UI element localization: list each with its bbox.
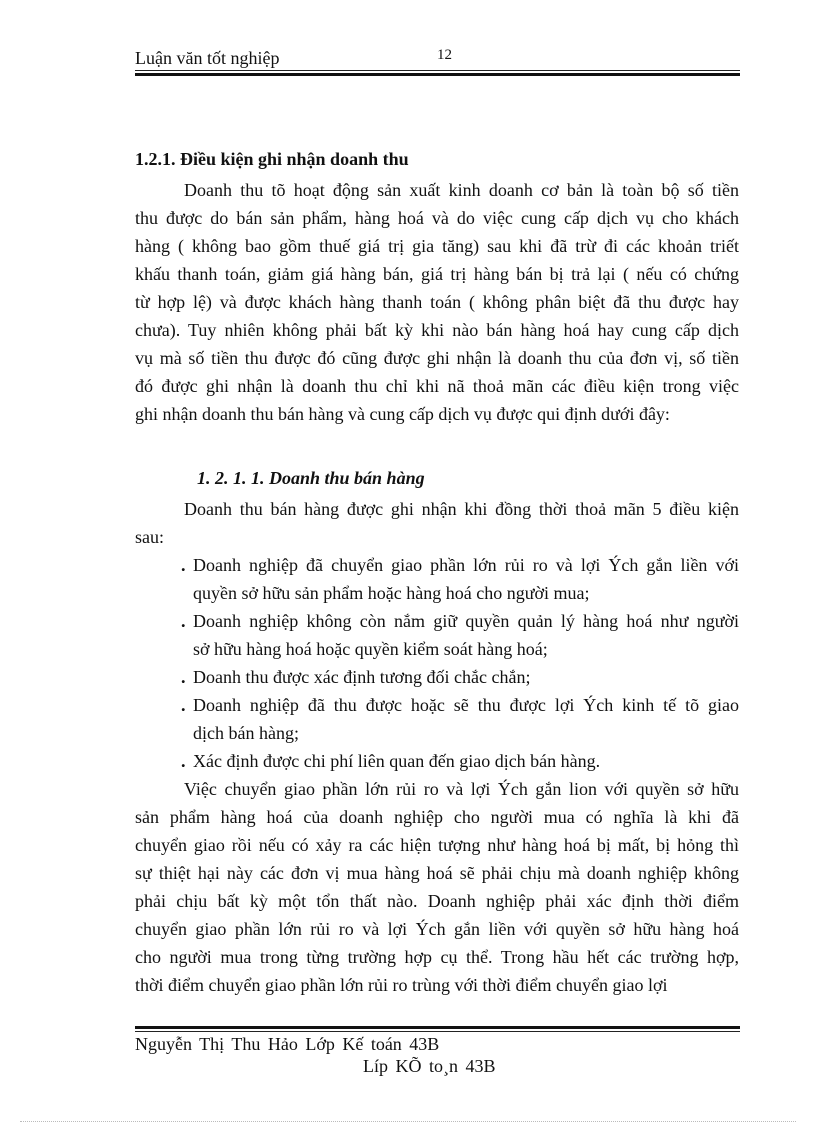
header-title: Luận văn tốt nghiệp (135, 48, 280, 68)
footer-rule-thick (135, 1026, 740, 1029)
paragraph-line: vụ mà số tiền thu được đó cũng được ghi nhận là doanh thu của đơn vị, số tiền (135, 348, 739, 368)
page-edge-divider (20, 1121, 796, 1122)
subsection-heading: 1. 2. 1. 1. Doanh thu bán hàng (197, 468, 425, 488)
paragraph-line: cho người mua trong từng trường hợp cụ thể. Trong hầu hết các trường hợp, (135, 947, 739, 967)
intro-line: sau: (135, 527, 164, 547)
list-item (181, 610, 739, 632)
paragraph-line: chưa). Tuy nhiên không phải bất kỳ khi nào bán hàng hoá hay cung cấp dịch (135, 320, 739, 340)
paragraph-line: Doanh thu tõ hoạt động sản xuất kinh doanh cơ bản là toàn bộ số tiền (184, 180, 739, 200)
paragraph-line: ghi nhận doanh thu bán hàng và cung cấp dịch vụ được qui định dưới đây: (135, 404, 670, 424)
paragraph-line: hàng ( không bao gồm thuế giá trị gia tăng) sau khi đã trừ đi các khoản triết (135, 236, 739, 256)
list-item-text: Xác định được chi phí liên quan đến giao dịch bán hàng. (193, 751, 601, 771)
list-item-text: Doanh nghiệp không còn nắm giữ quyền quản lý hàng hoá như người (193, 611, 739, 631)
paragraph-line: chuyển giao phần lớn rủi ro và lợi Ých gắn liền với quyền sở hữu hàng hoá (135, 919, 739, 939)
paragraph-line: sự thiệt hại này các đơn vị mua hàng hoá sẽ phải chịu mà doanh nghiệp không (135, 863, 739, 883)
header-rule-thin (135, 70, 740, 71)
list-item-text: Doanh nghiệp đã chuyển giao phần lớn rủi ro và lợi Ých gắn liền với (193, 555, 739, 575)
footer-rule-thin (135, 1031, 740, 1032)
bullet-marker: . (181, 555, 186, 575)
paragraph-line: phải chịu bất kỳ một tổn thất nào. Doanh nghiệp phải xác định thời điểm (135, 891, 739, 911)
paragraph-line: khấu thanh toán, giảm giá hàng bán, giá trị hàng bán bị trả lại ( nếu có chứng (135, 264, 739, 284)
header-rule-thick (135, 73, 740, 76)
paragraph-line: Việc chuyển giao phần lớn rủi ro và lợi Ých gắn lion với quyền sở hữu (184, 779, 739, 799)
list-item-continuation: dịch bán hàng; (193, 723, 299, 743)
list-item (181, 694, 739, 716)
intro-line: Doanh thu bán hàng được ghi nhận khi đồng thời thoả mãn 5 điều kiện (184, 499, 739, 519)
list-item-continuation: sở hữu hàng hoá hoặc quyền kiểm soát hàng hoá; (193, 639, 548, 659)
paragraph-line: thời điểm chuyển giao phần lớn rủi ro trùng với thời điểm chuyển giao lợi (135, 975, 668, 995)
paragraph-line: thu được do bán sản phẩm, hàng hoá và do việc cung cấp dịch vụ cho khách (135, 208, 739, 228)
footer-class: Líp KÕ to¸n 43B (363, 1056, 496, 1076)
section-heading: 1.2.1. Điều kiện ghi nhận doanh thu (135, 149, 409, 169)
paragraph-line: chuyển giao rồi nếu có xảy ra các hiện tượng như hàng hoá bị mất, bị hỏng thì (135, 835, 739, 855)
bullet-marker: . (181, 611, 186, 631)
bullet-marker: . (181, 695, 186, 715)
bullet-marker: . (181, 751, 186, 771)
paragraph-line: sản phẩm hàng hoá của doanh nghiệp cho người mua có nghĩa là khi đã (135, 807, 739, 827)
paragraph-line: đó được ghi nhận là doanh thu chỉ khi nã thoả mãn các điều kiện trong việc (135, 376, 739, 396)
list-item-text: Doanh nghiệp đã thu được hoặc sẽ thu được lợi Ých kinh tế tõ giao (193, 695, 739, 715)
list-item-text: Doanh thu được xác định tương đối chắc chắn; (193, 667, 531, 687)
list-item (181, 666, 739, 688)
page-number: 12 (437, 47, 452, 63)
list-item (181, 750, 739, 772)
list-item (181, 554, 739, 576)
bullet-marker: . (181, 667, 186, 687)
list-item-continuation: quyền sở hữu sản phẩm hoặc hàng hoá cho người mua; (193, 583, 590, 603)
footer-author: Nguyễn Thị Thu Hảo Lớp Kế toán 43B (135, 1034, 440, 1054)
paragraph-line: từ hợp lệ) và được khách hàng thanh toán ( không phân biệt đã thu được hay (135, 292, 739, 312)
